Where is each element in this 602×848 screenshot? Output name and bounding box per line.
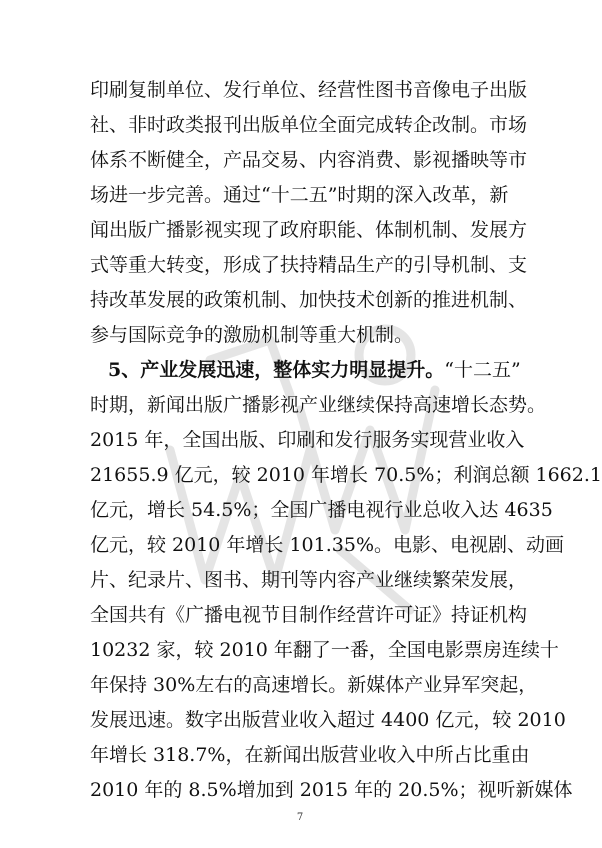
paragraph-line: 参与国际竞争的激励机制等重大机制。: [90, 324, 414, 346]
section-line: 2010 年的 8.5%增加到 2015 年的 20.5%；视听新媒体: [90, 779, 573, 801]
section-heading-continuation: “十二五”: [444, 359, 521, 381]
section-line: 亿元，增长 54.5%；全国广播电视行业总收入达 4635: [90, 499, 553, 521]
section-line: 年保持 30%左右的高速增长。新媒体产业异军突起，: [90, 674, 538, 696]
section-line: 年增长 318.7%，在新闻出版营业收入中所占比重由: [90, 744, 530, 766]
paragraph-line: 社、非时政类报刊出版单位全面完成转企改制。市场: [90, 114, 528, 136]
paragraph-line: 体系不断健全，产品交易、内容消费、影视播映等市: [90, 149, 528, 171]
page-number: 7: [296, 812, 304, 823]
section-heading: 5、产业发展迅速，整体实力明显提升。: [108, 359, 445, 381]
section-line: 2015 年，全国出版、印刷和发行服务实现营业收入: [90, 429, 525, 451]
paragraph-line: 场进一步完善。通过“十二五”时期的深入改革，新: [90, 184, 509, 206]
paragraph-line: 印刷复制单位、发行单位、经营性图书音像电子出版: [90, 79, 528, 101]
section-line: 发展迅速。数字出版营业收入超过 4400 亿元，较 2010: [90, 709, 566, 731]
section-line: 21655.9 亿元，较 2010 年增长 70.5%；利润总额 1662.1: [90, 464, 602, 486]
paragraph-line: 式等重大转变，形成了扶持精品生产的引导机制、支: [90, 254, 528, 276]
section-line: 片、纪录片、图书、期刊等内容产业继续繁荣发展，: [90, 569, 528, 591]
paragraph-line: 闻出版广播影视实现了政府职能、体制机制、发展方: [90, 219, 528, 241]
section-first-line: [108, 358, 520, 382]
section-line: 时期，新闻出版广播影视产业继续保持高速增长态势。: [90, 394, 547, 416]
section-line: 亿元，较 2010 年增长 101.35%。电影、电视剧、动画: [90, 534, 565, 556]
section-line: 10232 家，较 2010 年翻了一番，全国电影票房连续十: [90, 639, 559, 661]
section-line: 全国共有《广播电视节目制作经营许可证》持证机构: [90, 604, 528, 626]
paragraph-line: 持改革发展的政策机制、加快技术创新的推进机制、: [90, 289, 528, 311]
